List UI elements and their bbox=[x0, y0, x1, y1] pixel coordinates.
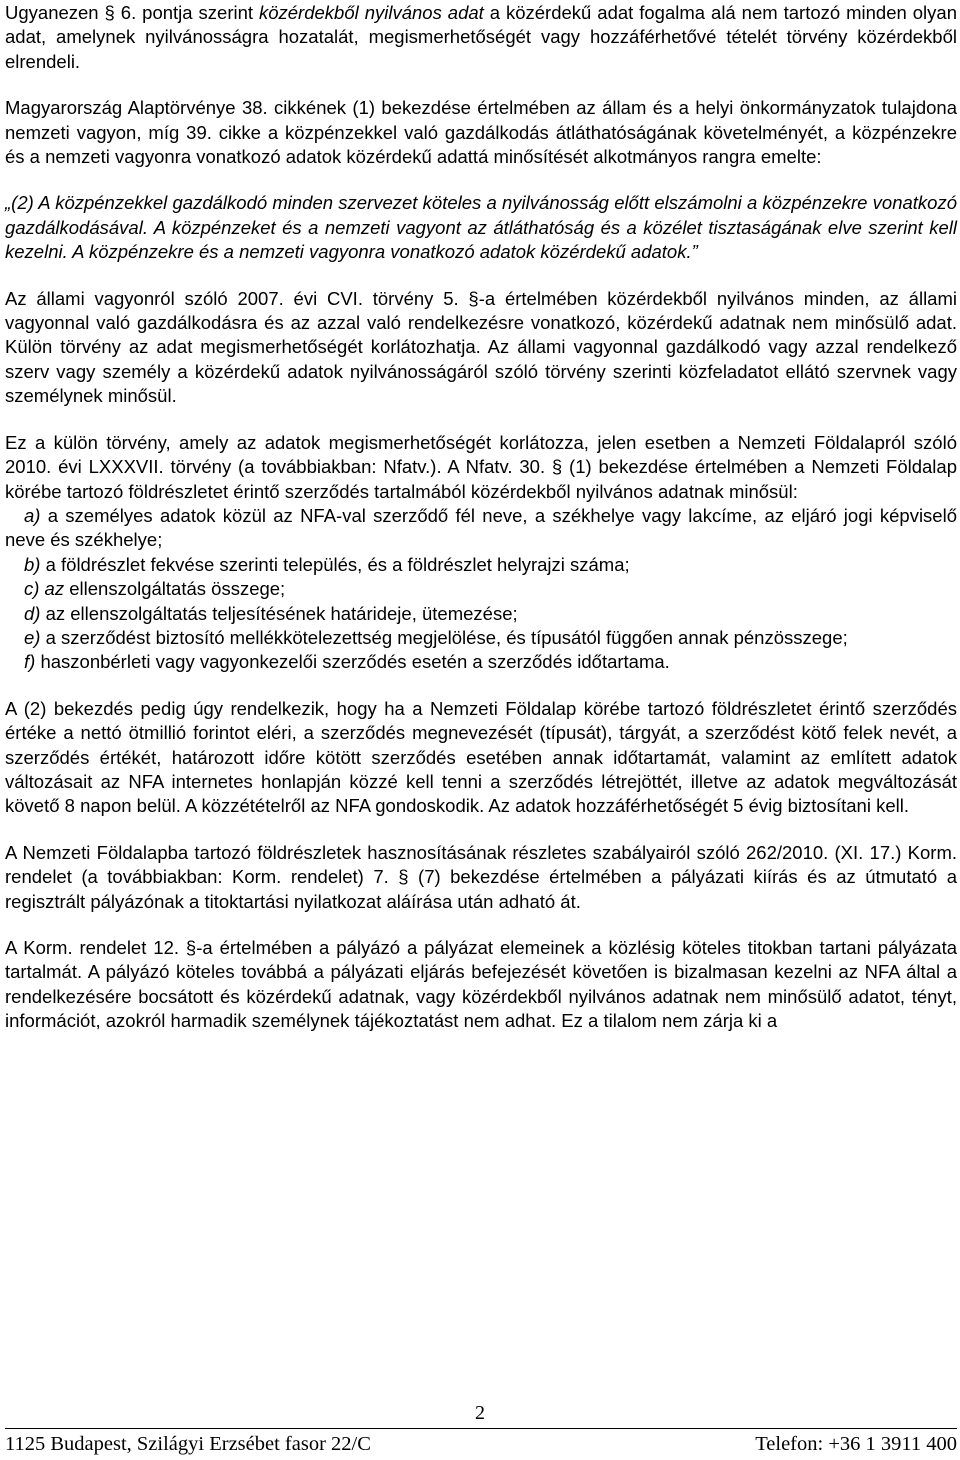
paragraph-publication-rules: A (2) bekezdés pedig úgy rendelkezik, hogy ha a Nemzeti Földalap körébe tartozó földrészletet érintő szerződés értéke a nettó ötmillió forintot eléri, a szerződés megnevezését (típusát), tárgyát, a szerződést kötő felek nevét, a szerződés értékét, határozott időre kötött szerződés esetében annak időtartamát, valamint az említett adatok változásait az NFA internetes honlapján közzé kell tenni a szerződés létrejöttét, illetve az adatok megváltozását követő 8 napon belül. A közzétételről az NFA gondoskodik. Az adatok hozzáférhetőségét 5 évig biztosítani kell. bbox=[5, 697, 957, 817]
footer-phone: Telefon: +36 1 3911 400 bbox=[755, 1433, 957, 1455]
paragraph-state-property-act: Az állami vagyonról szóló 2007. évi CVI. törvény 5. §-a értelmében közérdekből nyilvános minden, az állami vagyonnal való gazdálkodásra és az azzal való rendelkezésre vonatkozó, közérdekű adatnak nem minősülő adat. Külön törvény az adat megismerhetőségét korlátozhatja. Az állami vagyonnal gazdálkodó vagy azzal rendelkező szerv vagy személy a közérdekű adatok nyilvánosságáról szóló törvény szerinti közfeladatot ellátó szervnek vagy személynek minősül. bbox=[5, 287, 957, 407]
list-item-text: a földrészlet fekvése szerinti település, és a földrészlet helyrajzi száma; bbox=[40, 553, 630, 575]
list-item bbox=[5, 577, 957, 601]
list-marker: e) bbox=[24, 626, 41, 648]
defined-term: közérdekből nyilvános adat bbox=[258, 2, 484, 23]
paragraph-government-decree: A Nemzeti Földalapba tartozó földrészletek hasznosításának részletes szabályairól szóló 262/2010. (XI. 17.) Korm. rendelet (a továbbiakban: Korm. rendelet) 7. § (7) bekezdése értelmében a pályázati kiírás és az útmutató a regisztrált pályázónak a titoktartási nyilatkozat aláírása után adható át. bbox=[5, 841, 957, 912]
list-item-text: haszonbérleti vagy vagyonkezelői szerződés esetén a szerződés időtartama. bbox=[35, 651, 670, 673]
list-marker: d) bbox=[24, 602, 41, 624]
paragraph-text: a közérdekű adat fogalma alá nem tartozó minden olyan adat, amelynek nyilvánosságra hozatalát, megismerhetőségét vagy hozzáférhetővé tételét törvény közérdekből elrendeli. bbox=[5, 2, 957, 72]
paragraph-fundamental-law: Magyarország Alaptörvénye 38. cikkének (1) bekezdése értelmében az állam és a helyi önkormányzatok tulajdona nemzeti vagyon, míg 39. cikke a közpénzekkel való gazdálkodás átláthatóságának követelményét, a közpénzekre és a nemzeti vagyonra vonatkozó adatok közérdekű adattá minősítését alkotmányos rangra emelte: bbox=[5, 97, 957, 168]
list-marker: a) bbox=[24, 504, 41, 526]
paragraph-quoted-article: „(2) A közpénzekkel gazdálkodó minden szervezet köteles a nyilvánosság előtt elszámolni a közpénzekre vonatkozó gazdálkodásával. A közpénzeket és a nemzeti vagyont az átláthatóság és a közélet tisztaságának elve szerint kell kezelni. A közpénzekre és a nemzeti vagyonra vonatkozó adatok közérdekű adatok.” bbox=[5, 192, 957, 263]
paragraph-text: Ugyanezen § 6. pontja szerint bbox=[5, 2, 259, 23]
document-body bbox=[5, 0, 957, 1034]
list-item bbox=[5, 553, 957, 577]
footer-divider bbox=[5, 1428, 957, 1429]
list-item bbox=[5, 626, 957, 650]
paragraph-confidentiality: A Korm. rendelet 12. §-a értelmében a pályázó a pályázat elemeinek a közlésig köteles titokban tartani pályázata tartalmát. A pályázó köteles továbbá a pályázati eljárás befejezését követően is bizalmasan kezelni az NFA által a rendelkezésére bocsátott és közérdekű adatnak, vagy közérdekből nyilvános adatnak nem minősülő adatot, tényt, információt, azokról harmadik személynek tájékoztatást nem adhat. Ez a tilalom nem zárja ki a bbox=[5, 937, 957, 1032]
paragraph-public-interest-definition bbox=[5, 1, 957, 74]
paragraph-nfatv-intro: Ez a külön törvény, amely az adatok megismerhetőségét korlátozza, jelen esetben a Nemzeti Földalapról szóló 2010. évi LXXXVII. törvény (a továbbiakban: Nfatv.). A Nfatv. 30. § (1) bekezdése értelmében a Nemzeti Földalap körébe tartozó földrészletet érintő szerződés tartalmából közérdekből nyilvános adatnak minősül: bbox=[5, 431, 957, 502]
list-item-text: a szerződést biztosító mellékkötelezettség megjelölése, és típusától függően annak pénzösszege; bbox=[40, 626, 848, 648]
list-marker: c) az bbox=[24, 578, 65, 600]
list-marker: b) bbox=[24, 553, 41, 575]
list-marker: f) bbox=[24, 651, 36, 673]
list-item bbox=[5, 650, 957, 674]
list-item-text: a személyes adatok közül az NFA-val szerződő fél neve, a székhelye vagy lakcíme, az eljáró jogi képviselő neve és székhelye; bbox=[5, 504, 957, 551]
list-item-text: ellenszolgáltatás összege; bbox=[64, 578, 286, 600]
page-footer bbox=[5, 1433, 957, 1456]
footer-address: 1125 Budapest, Szilágyi Erzsébet fasor 22/C bbox=[5, 1433, 371, 1455]
page-number: 2 bbox=[475, 1402, 485, 1424]
list-item bbox=[5, 602, 957, 626]
list-item bbox=[5, 504, 957, 553]
list-item-text: az ellenszolgáltatás teljesítésének határideje, ütemezése; bbox=[40, 602, 518, 624]
